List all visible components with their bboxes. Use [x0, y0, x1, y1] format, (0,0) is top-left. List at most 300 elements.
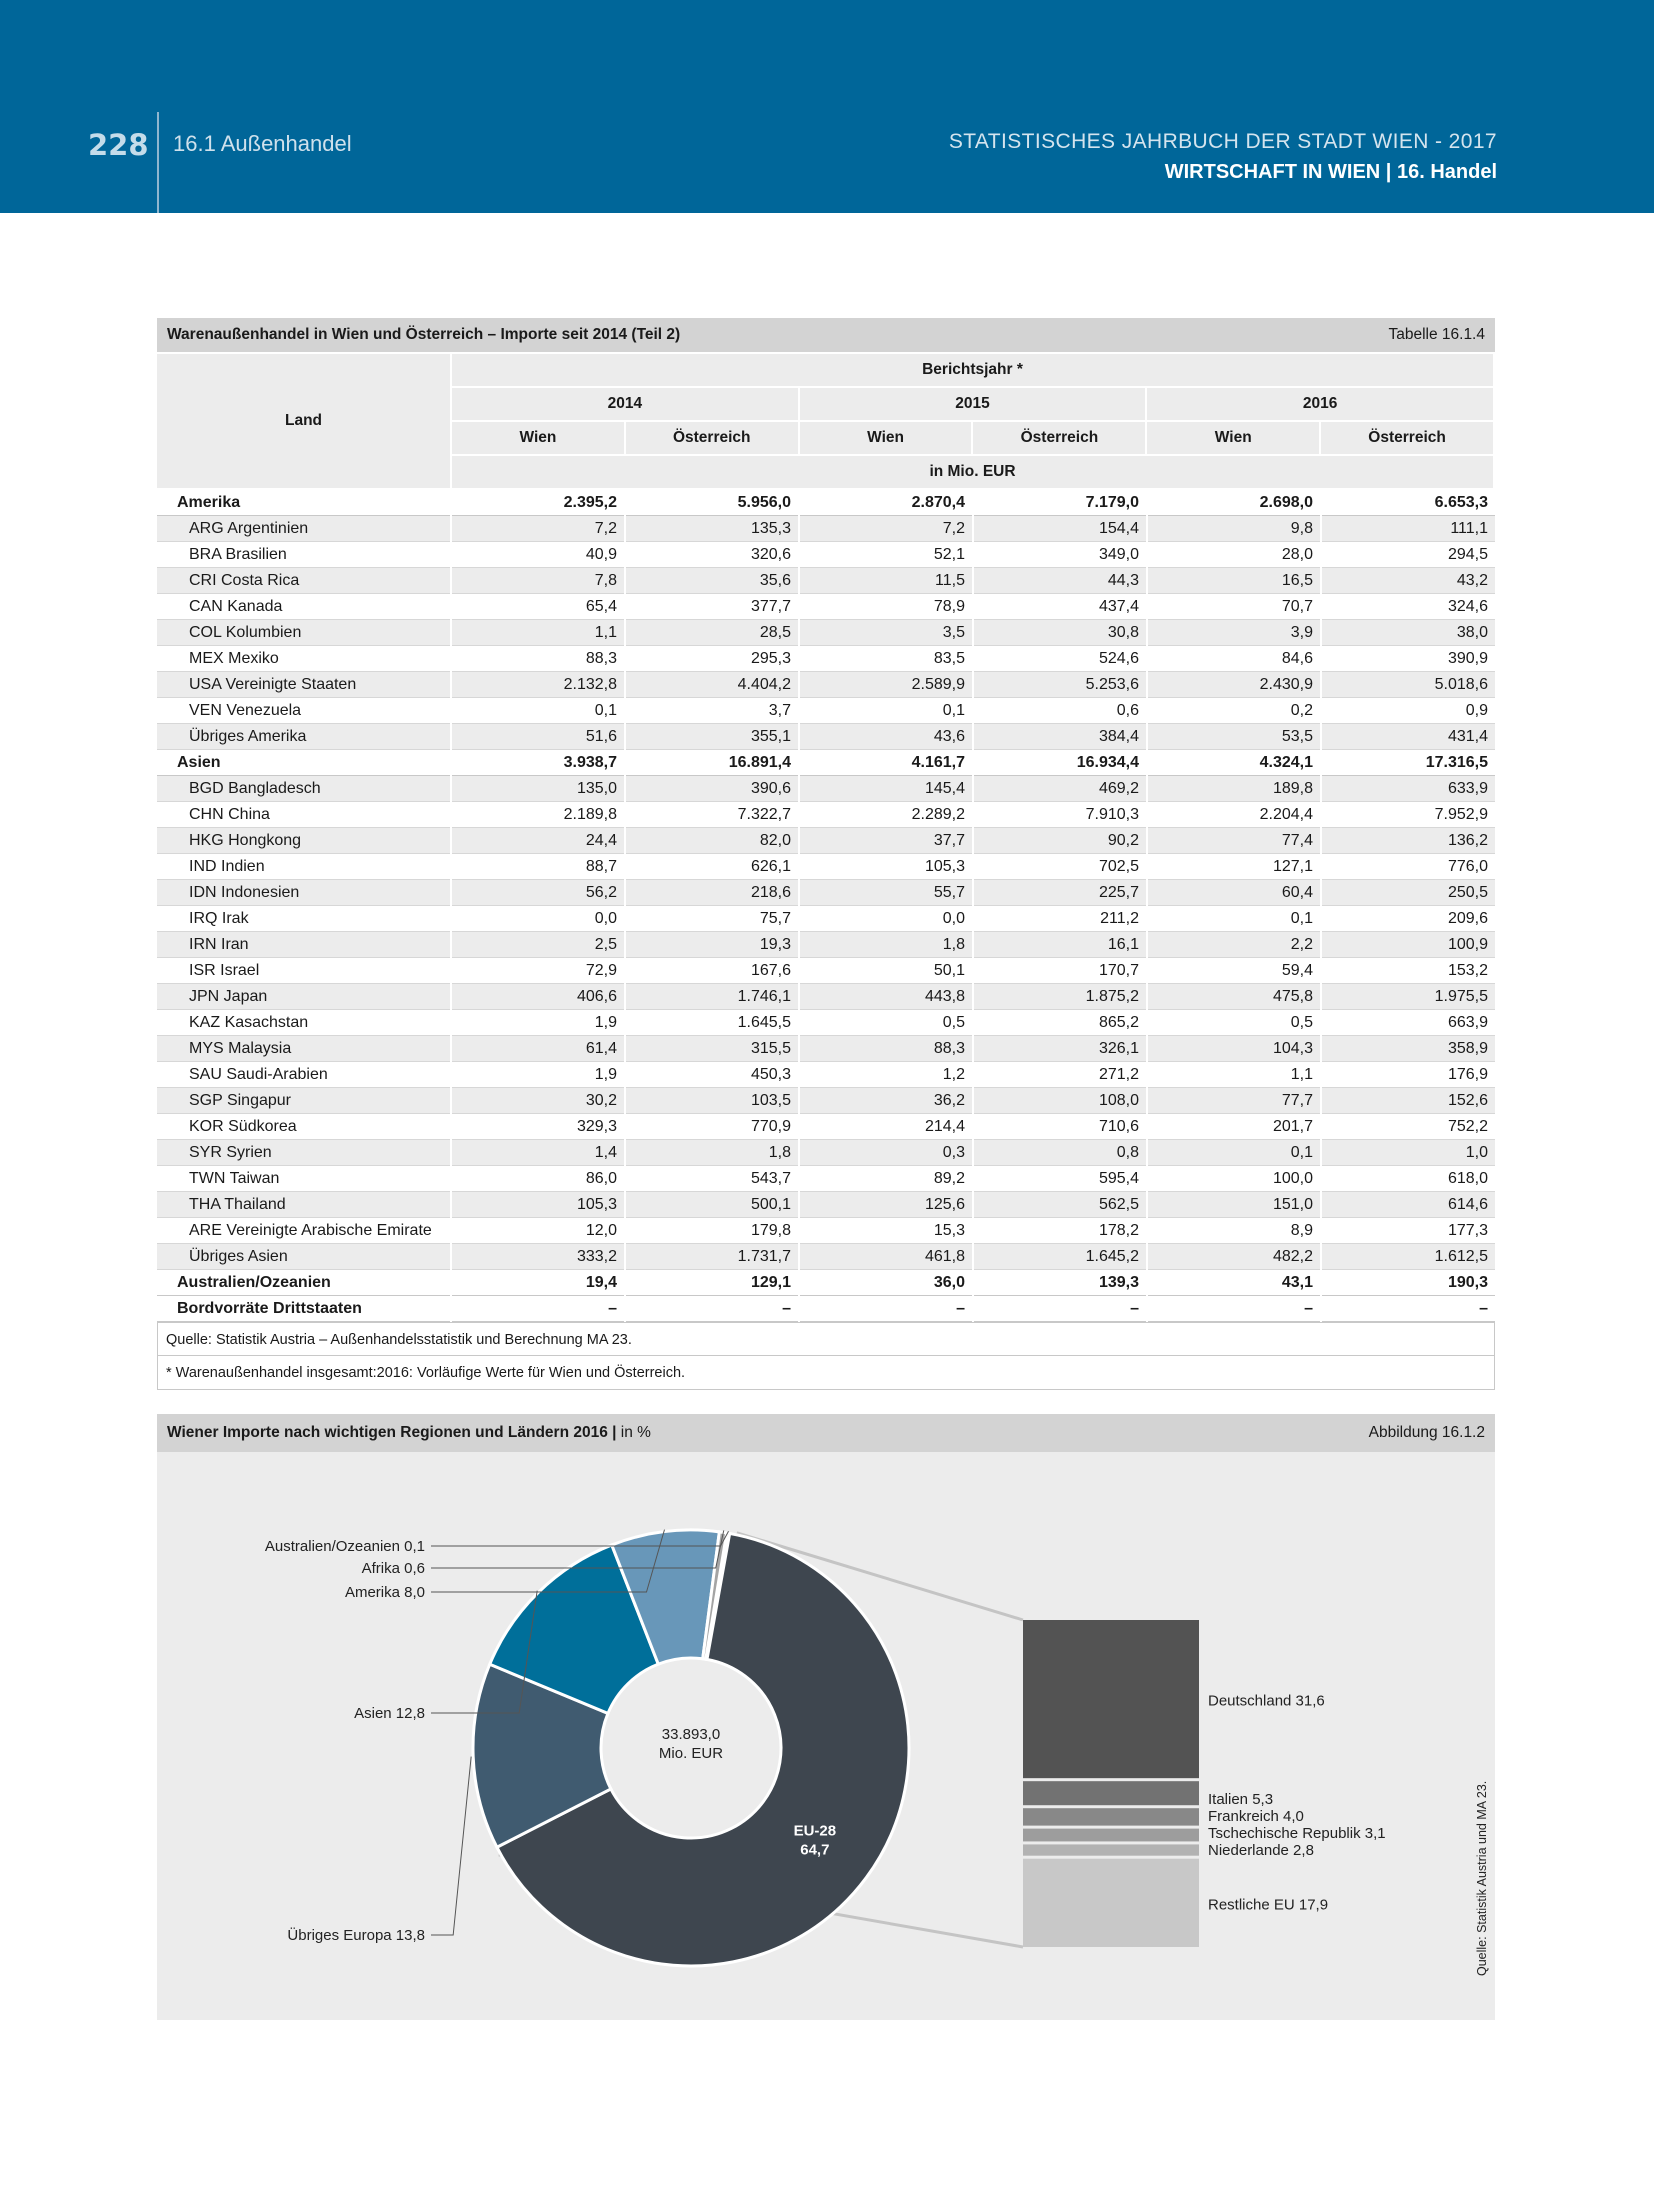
cell-value: 633,9 [1321, 776, 1495, 802]
cell-value: 153,2 [1321, 958, 1495, 984]
cell-value: 8,9 [1147, 1218, 1321, 1244]
cell-value: 154,4 [973, 516, 1147, 542]
cell-value: 5.018,6 [1321, 672, 1495, 698]
breakdown-label: Restliche EU 17,9 [1208, 1896, 1329, 1914]
cell-value: 88,3 [799, 1036, 973, 1062]
cell-value: 51,6 [451, 724, 625, 750]
header-year-2014: 2014 [451, 387, 799, 421]
cell-value: 329,3 [451, 1114, 625, 1140]
cell-value: 16,5 [1147, 568, 1321, 594]
page-number: 228 [88, 128, 149, 162]
cell-value: 139,3 [973, 1270, 1147, 1296]
cell-value: 178,2 [973, 1218, 1147, 1244]
cell-value: 1,4 [451, 1140, 625, 1166]
cell-value: 9,8 [1147, 516, 1321, 542]
breakdown-bar-deutschland [1023, 1620, 1199, 1778]
row-label: SAU Saudi-Arabien [157, 1062, 451, 1088]
figure-number: Abbildung 16.1.2 [1368, 1424, 1485, 1441]
cell-value: – [1147, 1296, 1321, 1322]
cell-value: 86,0 [451, 1166, 625, 1192]
header-year-2016: 2016 [1146, 387, 1494, 421]
cell-value: 16,1 [973, 932, 1147, 958]
cell-value: 2.189,8 [451, 802, 625, 828]
cell-value: 1,8 [625, 1140, 799, 1166]
cell-value: 111,1 [1321, 516, 1495, 542]
row-label: SGP Singapur [157, 1088, 451, 1114]
table-row [157, 1114, 1495, 1140]
cell-value: 214,4 [799, 1114, 973, 1140]
cell-value: 190,3 [1321, 1270, 1495, 1296]
cell-value: 43,6 [799, 724, 973, 750]
table-row [157, 828, 1495, 854]
table-row [157, 802, 1495, 828]
cell-value: 1,9 [451, 1010, 625, 1036]
cell-value: 2.589,9 [799, 672, 973, 698]
cell-value: 19,3 [625, 932, 799, 958]
cell-value: 320,6 [625, 542, 799, 568]
row-label: ARE Vereinigte Arabische Emirate [157, 1218, 451, 1244]
slice-label: Asien 12,8 [354, 1705, 425, 1722]
cell-value: 0,0 [799, 906, 973, 932]
figure-unit: in % [616, 1424, 651, 1441]
table-row [157, 516, 1495, 542]
cell-value: 50,1 [799, 958, 973, 984]
cell-value: 44,3 [973, 568, 1147, 594]
cell-value: 770,9 [625, 1114, 799, 1140]
breakdown-bar-niederlande [1023, 1844, 1199, 1855]
cell-value: 152,6 [1321, 1088, 1495, 1114]
cell-value: 2.395,2 [451, 490, 625, 516]
table-footnote: * Warenaußenhandel insgesamt:2016: Vorläufige Werte für Wien und Österreich. [157, 1356, 1495, 1390]
cell-value: – [1321, 1296, 1495, 1322]
table-row [157, 1010, 1495, 1036]
cell-value: 475,8 [1147, 984, 1321, 1010]
table-row [157, 568, 1495, 594]
figure-title: Wiener Importe nach wichtigen Regionen und Ländern 2016 | [167, 1424, 617, 1441]
row-label: USA Vereinigte Staaten [157, 672, 451, 698]
cell-value: 179,8 [625, 1218, 799, 1244]
table-source: Quelle: Statistik Austria – Außenhandelsstatistik und Berechnung MA 23. [157, 1322, 1495, 1356]
row-label: KOR Südkorea [157, 1114, 451, 1140]
cell-value: 104,3 [1147, 1036, 1321, 1062]
slice-label: Übriges Europa 13,8 [287, 1927, 425, 1944]
cell-value: 43,2 [1321, 568, 1495, 594]
cell-value: 11,5 [799, 568, 973, 594]
figure-title-bar [157, 1414, 1495, 1452]
cell-value: 218,6 [625, 880, 799, 906]
row-label: THA Thailand [157, 1192, 451, 1218]
row-label: VEN Venezuela [157, 698, 451, 724]
cell-value: 324,6 [1321, 594, 1495, 620]
table-group-row [157, 490, 1495, 516]
cell-value: 84,6 [1147, 646, 1321, 672]
row-label: Asien [157, 750, 451, 776]
cell-value: 1.975,5 [1321, 984, 1495, 1010]
cell-value: 618,0 [1321, 1166, 1495, 1192]
cell-value: 38,0 [1321, 620, 1495, 646]
table-group-row [157, 750, 1495, 776]
table-row [157, 672, 1495, 698]
slice-label-eu28-value: 64,7 [800, 1841, 830, 1859]
row-label: JPN Japan [157, 984, 451, 1010]
cell-value: 0,1 [1147, 906, 1321, 932]
cell-value: 209,6 [1321, 906, 1495, 932]
center-value: 33.893,0 [661, 1726, 721, 1743]
cell-value: 349,0 [973, 542, 1147, 568]
cell-value: 0,8 [973, 1140, 1147, 1166]
cell-value: 333,2 [451, 1244, 625, 1270]
cell-value: 3,5 [799, 620, 973, 646]
cell-value: 390,9 [1321, 646, 1495, 672]
table-row [157, 958, 1495, 984]
cell-value: 0,9 [1321, 698, 1495, 724]
leader-line [431, 1757, 471, 1935]
page-header-banner [0, 0, 1654, 213]
cell-value: 225,7 [973, 880, 1147, 906]
cell-value: 77,7 [1147, 1088, 1321, 1114]
cell-value: 0,5 [799, 1010, 973, 1036]
cell-value: 125,6 [799, 1192, 973, 1218]
breakdown-label: Tschechische Republik 3,1 [1208, 1825, 1386, 1842]
cell-value: 543,7 [625, 1166, 799, 1192]
cell-value: 55,7 [799, 880, 973, 906]
slice-label: Amerika 8,0 [344, 1584, 425, 1601]
cell-value: 1.645,2 [973, 1244, 1147, 1270]
table-row [157, 1244, 1495, 1270]
cell-value: 24,4 [451, 828, 625, 854]
cell-value: 406,6 [451, 984, 625, 1010]
section-title: 16.1 Außenhandel [173, 131, 352, 156]
cell-value: 524,6 [973, 646, 1147, 672]
cell-value: 7,2 [451, 516, 625, 542]
cell-value: 135,0 [451, 776, 625, 802]
table-row [157, 542, 1495, 568]
cell-value: 6.653,3 [1321, 490, 1495, 516]
cell-value: 562,5 [973, 1192, 1147, 1218]
cell-value: 702,5 [973, 854, 1147, 880]
cell-value: 3,9 [1147, 620, 1321, 646]
table-row [157, 646, 1495, 672]
cell-value: 1.746,1 [625, 984, 799, 1010]
cell-value: 2.870,4 [799, 490, 973, 516]
cell-value: 0,0 [451, 906, 625, 932]
header-berichtsjahr: Berichtsjahr * [451, 353, 1494, 387]
cell-value: 0,1 [1147, 1140, 1321, 1166]
breakdown-label: Frankreich 4,0 [1208, 1808, 1304, 1825]
chapter-title: WIRTSCHAFT IN WIEN | 16. Handel [1164, 161, 1497, 183]
row-label: IRQ Irak [157, 906, 451, 932]
table-group-row [157, 1296, 1495, 1322]
table-group-row [157, 1270, 1495, 1296]
cell-value: 28,0 [1147, 542, 1321, 568]
cell-value: 0,1 [451, 698, 625, 724]
cell-value: 5.956,0 [625, 490, 799, 516]
cell-value: 1,9 [451, 1062, 625, 1088]
cell-value: 100,9 [1321, 932, 1495, 958]
cell-value: 2,5 [451, 932, 625, 958]
cell-value: 865,2 [973, 1010, 1147, 1036]
breakdown-bar-italien [1023, 1781, 1199, 1805]
cell-value: 7.952,9 [1321, 802, 1495, 828]
table-row [157, 984, 1495, 1010]
table-row [157, 1140, 1495, 1166]
table-row [157, 1166, 1495, 1192]
cell-value: 710,6 [973, 1114, 1147, 1140]
row-label: ISR Israel [157, 958, 451, 984]
row-label: Amerika [157, 490, 451, 516]
cell-value: 7.322,7 [625, 802, 799, 828]
slice-label: Afrika 0,6 [361, 1560, 425, 1577]
cell-value: 129,1 [625, 1270, 799, 1296]
cell-value: 167,6 [625, 958, 799, 984]
header-divider [157, 112, 159, 213]
cell-value: 70,7 [1147, 594, 1321, 620]
cell-value: 2,2 [1147, 932, 1321, 958]
table-row [157, 776, 1495, 802]
data-table-body [157, 490, 1495, 1322]
table-row [157, 1192, 1495, 1218]
cell-value: 82,0 [625, 828, 799, 854]
cell-value: 7.179,0 [973, 490, 1147, 516]
cell-value: 5.253,6 [973, 672, 1147, 698]
table-row [157, 1062, 1495, 1088]
cell-value: 315,5 [625, 1036, 799, 1062]
cell-value: 211,2 [973, 906, 1147, 932]
cell-value: 189,8 [1147, 776, 1321, 802]
cell-value: 89,2 [799, 1166, 973, 1192]
cell-value: 0,6 [973, 698, 1147, 724]
row-label: KAZ Kasachstan [157, 1010, 451, 1036]
table-row [157, 594, 1495, 620]
row-label: HKG Hongkong [157, 828, 451, 854]
cell-value: 271,2 [973, 1062, 1147, 1088]
cell-value: 16.891,4 [625, 750, 799, 776]
cell-value: 7,8 [451, 568, 625, 594]
row-label: ARG Argentinien [157, 516, 451, 542]
header-land: Land [157, 353, 451, 489]
cell-value: 100,0 [1147, 1166, 1321, 1192]
cell-value: – [799, 1296, 973, 1322]
cell-value: 43,1 [1147, 1270, 1321, 1296]
cell-value: 61,4 [451, 1036, 625, 1062]
cell-value: 65,4 [451, 594, 625, 620]
cell-value: 177,3 [1321, 1218, 1495, 1244]
header-oesterreich: Österreich [1320, 421, 1494, 455]
cell-value: 2.132,8 [451, 672, 625, 698]
cell-value: 201,7 [1147, 1114, 1321, 1140]
publication-title: STATISTISCHES JAHRBUCH DER STADT WIEN - 2017 [948, 130, 1497, 153]
row-label: Australien/Ozeanien [157, 1270, 451, 1296]
table-row [157, 698, 1495, 724]
table-row [157, 880, 1495, 906]
import-table-box [157, 318, 1495, 1390]
row-label: MYS Malaysia [157, 1036, 451, 1062]
cell-value: 0,5 [1147, 1010, 1321, 1036]
header-unit: in Mio. EUR [451, 455, 1494, 489]
header-oesterreich: Österreich [972, 421, 1146, 455]
cell-value: 390,6 [625, 776, 799, 802]
cell-value: 295,3 [625, 646, 799, 672]
cell-value: 7,2 [799, 516, 973, 542]
cell-value: 108,0 [973, 1088, 1147, 1114]
slice-label: Australien/Ozeanien 0,1 [264, 1538, 425, 1555]
cell-value: 105,3 [451, 1192, 625, 1218]
cell-value: 105,3 [799, 854, 973, 880]
data-table [157, 490, 1495, 1322]
header-year-2015: 2015 [799, 387, 1147, 421]
row-label: COL Kolumbien [157, 620, 451, 646]
cell-value: 437,4 [973, 594, 1147, 620]
row-label: SYR Syrien [157, 1140, 451, 1166]
cell-value: 135,3 [625, 516, 799, 542]
cell-value: 1,2 [799, 1062, 973, 1088]
row-label: CAN Kanada [157, 594, 451, 620]
cell-value: 88,7 [451, 854, 625, 880]
table-row [157, 620, 1495, 646]
cell-value: – [451, 1296, 625, 1322]
cell-value: 83,5 [799, 646, 973, 672]
cell-value: 7.910,3 [973, 802, 1147, 828]
cell-value: 626,1 [625, 854, 799, 880]
cell-value: 3.938,7 [451, 750, 625, 776]
cell-value: 482,2 [1147, 1244, 1321, 1270]
cell-value: 77,4 [1147, 828, 1321, 854]
table-title: Warenaußenhandel in Wien und Österreich – Importe seit 2014 (Teil 2) [167, 326, 681, 343]
cell-value: 500,1 [625, 1192, 799, 1218]
cell-value: 250,5 [1321, 880, 1495, 906]
cell-value: 36,2 [799, 1088, 973, 1114]
cell-value: 431,4 [1321, 724, 1495, 750]
cell-value: 469,2 [973, 776, 1147, 802]
cell-value: 2.430,9 [1147, 672, 1321, 698]
table-title-bar [157, 318, 1495, 352]
row-label: Übriges Amerika [157, 724, 451, 750]
cell-value: 1.731,7 [625, 1244, 799, 1270]
cell-value: 2.204,4 [1147, 802, 1321, 828]
row-label: IRN Iran [157, 932, 451, 958]
center-unit: Mio. EUR [658, 1745, 724, 1762]
cell-value: 60,4 [1147, 880, 1321, 906]
cell-value: 75,7 [625, 906, 799, 932]
header-oesterreich: Österreich [625, 421, 799, 455]
table-row [157, 1218, 1495, 1244]
breakdown-bar-frankreich [1023, 1808, 1199, 1825]
cell-value: 127,1 [1147, 854, 1321, 880]
cell-value: 103,5 [625, 1088, 799, 1114]
cell-value: 145,4 [799, 776, 973, 802]
cell-value: 461,8 [799, 1244, 973, 1270]
cell-value: 53,5 [1147, 724, 1321, 750]
cell-value: 35,6 [625, 568, 799, 594]
cell-value: 0,2 [1147, 698, 1321, 724]
row-label: Bordvorräte Drittstaaten [157, 1296, 451, 1322]
cell-value: 52,1 [799, 542, 973, 568]
cell-value: 30,2 [451, 1088, 625, 1114]
header-wien: Wien [799, 421, 973, 455]
cell-value: 3,7 [625, 698, 799, 724]
donut-chart [157, 1452, 1495, 2020]
row-label: TWN Taiwan [157, 1166, 451, 1192]
breakdown-label: Niederlande 2,8 [1208, 1842, 1314, 1859]
row-label: CRI Costa Rica [157, 568, 451, 594]
cell-value: 443,8 [799, 984, 973, 1010]
cell-value: 1,1 [1147, 1062, 1321, 1088]
cell-value: 16.934,4 [973, 750, 1147, 776]
cell-value: 56,2 [451, 880, 625, 906]
cell-value: 1.645,5 [625, 1010, 799, 1036]
row-label: BRA Brasilien [157, 542, 451, 568]
table-row [157, 854, 1495, 880]
cell-value: 450,3 [625, 1062, 799, 1088]
cell-value: 663,9 [1321, 1010, 1495, 1036]
cell-value: 151,0 [1147, 1192, 1321, 1218]
row-label: MEX Mexiko [157, 646, 451, 672]
cell-value: 776,0 [1321, 854, 1495, 880]
cell-value: 37,7 [799, 828, 973, 854]
table-row [157, 1088, 1495, 1114]
breakdown-label: Italien 5,3 [1208, 1791, 1274, 1808]
cell-value: – [625, 1296, 799, 1322]
cell-value: 88,3 [451, 646, 625, 672]
table-row [157, 906, 1495, 932]
cell-value: 136,2 [1321, 828, 1495, 854]
cell-value: 4.161,7 [799, 750, 973, 776]
cell-value: 90,2 [973, 828, 1147, 854]
cell-value: 59,4 [1147, 958, 1321, 984]
row-label: BGD Bangladesch [157, 776, 451, 802]
cell-value: 176,9 [1321, 1062, 1495, 1088]
cell-value: 72,9 [451, 958, 625, 984]
cell-value: 4.324,1 [1147, 750, 1321, 776]
breakdown-label: Deutschland 31,6 [1208, 1692, 1325, 1710]
cell-value: 0,1 [799, 698, 973, 724]
cell-value: 19,4 [451, 1270, 625, 1296]
header-wien: Wien [451, 421, 625, 455]
cell-value: 30,8 [973, 620, 1147, 646]
breakdown-bar-tschechische-republik [1023, 1829, 1199, 1842]
row-label: IDN Indonesien [157, 880, 451, 906]
cell-value: 2.289,2 [799, 802, 973, 828]
cell-value: 28,5 [625, 620, 799, 646]
table-number: Tabelle 16.1.4 [1388, 326, 1485, 343]
slice-label-eu28-name: EU-28 [793, 1822, 837, 1840]
row-label: IND Indien [157, 854, 451, 880]
figure-source: Quelle: Statistik Austria und MA 23. [1475, 1780, 1489, 1976]
cell-value: 614,6 [1321, 1192, 1495, 1218]
cell-value: 170,7 [973, 958, 1147, 984]
cell-value: 1,1 [451, 620, 625, 646]
table-row [157, 724, 1495, 750]
cell-value: 384,4 [973, 724, 1147, 750]
cell-value: 358,9 [1321, 1036, 1495, 1062]
cell-value: 377,7 [625, 594, 799, 620]
breakdown-bar-restliche-eu [1023, 1859, 1199, 1947]
import-figure-box [157, 1414, 1495, 2020]
cell-value: 752,2 [1321, 1114, 1495, 1140]
cell-value: 12,0 [451, 1218, 625, 1244]
table-header [157, 352, 1495, 490]
cell-value: 355,1 [625, 724, 799, 750]
table-row [157, 932, 1495, 958]
cell-value: 15,3 [799, 1218, 973, 1244]
cell-value: 2.698,0 [1147, 490, 1321, 516]
cell-value: 78,9 [799, 594, 973, 620]
cell-value: 4.404,2 [625, 672, 799, 698]
row-label: Übriges Asien [157, 1244, 451, 1270]
cell-value: 1.612,5 [1321, 1244, 1495, 1270]
cell-value: 36,0 [799, 1270, 973, 1296]
cell-value: 17.316,5 [1321, 750, 1495, 776]
